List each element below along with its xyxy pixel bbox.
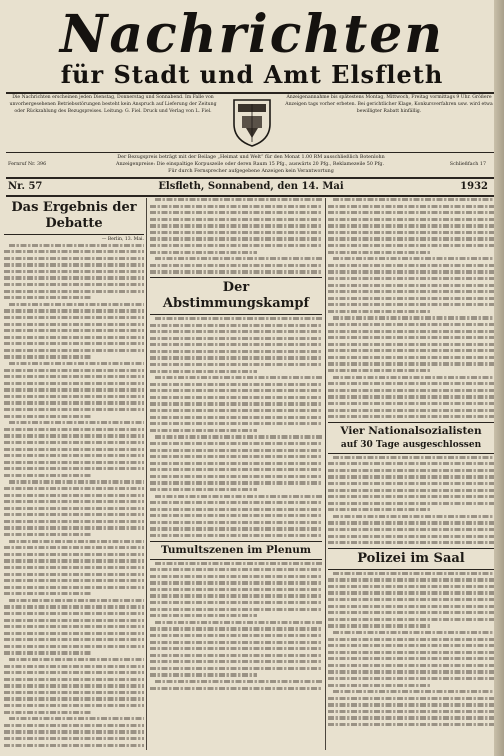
text-line <box>4 592 91 595</box>
text-line <box>150 455 322 458</box>
text-line <box>4 257 144 260</box>
text-line <box>328 277 494 280</box>
text-line <box>328 605 494 608</box>
text-line <box>328 502 494 505</box>
text-line <box>150 363 322 366</box>
column-3 <box>328 198 494 750</box>
text-line <box>328 244 494 247</box>
text-line <box>155 621 322 624</box>
text-line <box>150 251 257 254</box>
text-line <box>328 591 494 594</box>
text-line <box>4 533 91 536</box>
text-line <box>150 264 322 267</box>
text-line <box>4 711 91 714</box>
text-line <box>4 638 144 641</box>
article-body <box>328 198 494 418</box>
text-line <box>328 716 494 719</box>
text-line <box>150 389 322 392</box>
text-line <box>4 441 144 444</box>
text-line <box>150 527 322 530</box>
text-line <box>4 323 144 326</box>
text-line <box>9 599 144 602</box>
text-line <box>4 408 144 411</box>
text-line <box>328 303 494 306</box>
text-line <box>328 710 494 713</box>
text-line <box>150 488 257 491</box>
postbox: Schließfach 17 <box>449 162 486 167</box>
text-line <box>4 283 144 286</box>
text-line <box>328 343 494 346</box>
text-line <box>4 704 144 707</box>
text-line <box>150 211 322 214</box>
text-line <box>328 211 494 214</box>
text-line <box>150 429 257 432</box>
text-line <box>328 644 494 647</box>
text-line <box>328 475 494 478</box>
text-line <box>4 336 144 339</box>
text-line <box>328 677 494 680</box>
text-line <box>155 495 322 498</box>
text-line <box>4 388 144 391</box>
section-rule <box>328 422 494 423</box>
text-line <box>4 619 144 622</box>
headline-rule <box>328 453 494 454</box>
text-line <box>4 691 144 694</box>
text-line <box>150 521 322 524</box>
article-body <box>4 244 144 750</box>
text-line <box>9 362 144 365</box>
text-line <box>4 553 144 556</box>
text-line <box>150 396 322 399</box>
text-line <box>150 468 322 471</box>
text-line <box>328 310 431 313</box>
ad-prices: Anzeigenpreise: Die einspaltige Korpuszeile oder deren Raum 15 Pfg., auswärts 20 Pfg., Reklamezeile 50 Pfg. <box>115 162 385 167</box>
text-line <box>328 264 494 267</box>
issue-date: Elsfleth, Sonnabend, den 14. Mai <box>158 181 344 192</box>
text-line <box>328 624 431 627</box>
column-1 <box>4 198 144 750</box>
text-line <box>4 605 144 608</box>
text-line <box>4 276 144 279</box>
text-line <box>4 401 144 404</box>
publication-info-right: Anzeigenannahme bis spätestens Montag, Mittwoch, Freitag vormittags 9 Uhr. Größere Anzeigen tags vorher erbeten. Bei gerichtlicher Klage, Konkursverfahren usw. wird etwa bewilligter Rabatt hinfällig. <box>285 95 493 114</box>
text-line <box>4 467 144 470</box>
text-line <box>150 237 322 240</box>
text-line <box>328 336 494 339</box>
text-line <box>328 297 494 300</box>
text-line <box>150 231 322 234</box>
text-line <box>4 461 144 464</box>
text-line <box>150 534 322 537</box>
article-subheadline: auf 30 Tage ausgeschlossen <box>340 439 482 450</box>
supplement-note: Der Bezugspreis beträgt mit der Beilage „Heimat und Welt“ für den Monat 1.00 RM ausschließlich Botenlohn <box>117 155 385 160</box>
text-line <box>150 337 322 340</box>
text-line <box>150 575 322 578</box>
issue-year: 1932 <box>460 181 488 192</box>
text-line <box>4 586 144 589</box>
text-line <box>4 375 144 378</box>
text-line <box>4 625 144 628</box>
ad-disclaimer: Für durch Fernsprecher aufgegebene Anzeigen kein Verantwortung <box>168 169 334 174</box>
info-rule <box>6 152 496 153</box>
article-body <box>328 456 494 545</box>
issue-number: Nr. 57 <box>8 181 43 192</box>
text-line <box>4 263 144 266</box>
text-line <box>328 508 431 511</box>
text-line <box>328 237 494 240</box>
text-line <box>150 449 322 452</box>
article-headline: Vier Nationalsozialisten <box>340 424 482 437</box>
text-line <box>328 638 494 641</box>
text-line <box>4 697 144 700</box>
text-line <box>328 395 494 398</box>
text-line <box>150 343 322 346</box>
text-line <box>4 665 144 668</box>
text-line <box>328 697 494 700</box>
text-line <box>328 290 494 293</box>
column-2 <box>150 198 322 750</box>
text-line <box>150 383 322 386</box>
text-line <box>4 250 144 253</box>
text-line <box>150 501 322 504</box>
text-line <box>328 482 494 485</box>
text-line <box>150 218 322 221</box>
text-line <box>150 422 322 425</box>
text-line <box>328 657 494 660</box>
text-line <box>9 540 144 543</box>
dateline-rule-bottom <box>6 195 496 197</box>
text-line <box>328 684 431 687</box>
text-line <box>4 428 144 431</box>
text-line <box>328 469 494 472</box>
publication-info-left: Die Nachrichten erscheinen jeden Dienstag, Donnerstag und Sonnabend. Im Falle von unvorhergesehenen Betriebsstörungen besteht kein Anspruch auf Lieferung der Zeitung oder Rückzahlung des Bezugspreises. Leitung: G. Fiel. Druck und Verlag von L. Fiel. <box>9 95 217 114</box>
text-line <box>150 224 322 227</box>
headline-rule <box>150 314 322 315</box>
section-rule <box>328 548 494 549</box>
text-line <box>4 684 144 687</box>
text-line <box>150 475 322 478</box>
text-line <box>4 290 144 293</box>
text-line <box>328 224 494 227</box>
text-line <box>4 448 144 451</box>
text-line <box>328 251 431 254</box>
text-line <box>4 632 144 635</box>
text-line <box>333 572 494 575</box>
text-line <box>4 309 144 312</box>
text-line <box>333 316 494 319</box>
article-headline: Der Abstimmungskampf <box>162 279 310 311</box>
coat-of-arms-icon <box>224 94 280 150</box>
text-line <box>150 324 322 327</box>
text-line <box>150 627 322 630</box>
text-line <box>328 528 494 531</box>
text-line <box>328 670 494 673</box>
text-line <box>155 562 322 565</box>
column-divider <box>325 198 326 750</box>
text-line <box>150 442 322 445</box>
text-line <box>4 494 144 497</box>
text-line <box>328 489 494 492</box>
text-line <box>4 724 144 727</box>
text-line <box>328 535 494 538</box>
text-line <box>333 631 494 634</box>
text-line <box>155 257 322 260</box>
text-line <box>4 342 144 345</box>
text-line <box>4 737 144 740</box>
text-line <box>150 673 257 676</box>
text-line <box>150 402 322 405</box>
text-line <box>150 608 322 611</box>
text-line <box>150 462 322 465</box>
article-dateline: — Berlin, 13. Mai. <box>101 237 144 242</box>
text-line <box>328 409 494 412</box>
text-line <box>328 651 494 654</box>
dateline <box>8 180 494 194</box>
text-line <box>155 680 322 683</box>
article-body <box>150 317 322 537</box>
text-line <box>4 270 144 273</box>
text-line <box>4 678 144 681</box>
text-line <box>155 376 322 379</box>
text-line <box>4 526 144 529</box>
text-line <box>9 480 144 483</box>
text-line <box>328 362 494 365</box>
text-line <box>4 573 144 576</box>
text-line <box>4 507 144 510</box>
text-line <box>328 611 494 614</box>
text-line <box>328 598 494 601</box>
text-line <box>150 588 322 591</box>
phone-number: Fernruf Nr. 396 <box>8 162 47 167</box>
text-line <box>4 316 144 319</box>
text-line <box>150 647 322 650</box>
dateline-rule-top <box>6 177 496 179</box>
text-line <box>150 350 322 353</box>
text-line <box>9 658 144 661</box>
text-line <box>4 355 91 358</box>
text-line <box>4 382 144 385</box>
article-headline: Polizei im Saal <box>357 550 465 566</box>
text-line <box>150 641 322 644</box>
text-line <box>150 244 322 247</box>
text-line <box>328 703 494 706</box>
text-line <box>4 454 144 457</box>
text-line <box>328 356 494 359</box>
text-line <box>150 581 322 584</box>
text-line <box>4 566 144 569</box>
text-line <box>150 330 322 333</box>
text-line <box>328 218 494 221</box>
text-line <box>150 594 322 597</box>
text-line <box>4 612 144 615</box>
masthead-title: Nachrichten <box>59 4 445 65</box>
text-line <box>328 284 494 287</box>
text-line <box>4 434 144 437</box>
text-line <box>4 329 144 332</box>
article-body <box>150 198 322 274</box>
text-line <box>150 205 322 208</box>
article-headline: Das Ergebnis der Debatte <box>11 200 137 231</box>
article-headline: Tumultszenen im Plenum <box>161 543 311 556</box>
text-line <box>150 667 322 670</box>
text-line <box>328 541 494 544</box>
text-line <box>150 614 257 617</box>
article-body <box>150 562 322 690</box>
text-line <box>9 717 144 720</box>
text-line <box>4 645 144 648</box>
text-line <box>4 579 144 582</box>
page-edge <box>494 0 504 756</box>
text-line <box>333 198 494 201</box>
text-line <box>155 317 322 320</box>
text-line <box>328 205 494 208</box>
text-line <box>4 296 91 299</box>
text-line <box>328 349 494 352</box>
text-line <box>4 487 144 490</box>
text-line <box>333 515 494 518</box>
section-rule <box>150 277 322 278</box>
text-line <box>328 415 494 418</box>
text-line <box>150 514 322 517</box>
text-line <box>328 231 494 234</box>
text-line <box>150 601 322 604</box>
text-line <box>150 416 322 419</box>
text-line <box>328 462 494 465</box>
text-line <box>328 723 494 726</box>
headline-rule <box>328 569 494 570</box>
text-line <box>150 508 322 511</box>
text-line <box>328 270 494 273</box>
headline-rule <box>4 234 144 235</box>
text-line <box>4 474 91 477</box>
text-line <box>328 578 494 581</box>
text-line <box>150 409 322 412</box>
text-line <box>4 730 144 733</box>
section-rule <box>150 541 322 542</box>
text-line <box>328 402 494 405</box>
text-line <box>328 664 494 667</box>
text-line <box>328 323 494 326</box>
text-line <box>333 376 494 379</box>
text-line <box>4 415 91 418</box>
text-line <box>4 651 91 654</box>
text-line <box>4 349 144 352</box>
text-line <box>150 654 322 657</box>
text-line <box>4 520 144 523</box>
text-line <box>328 389 494 392</box>
text-line <box>9 244 144 247</box>
text-line <box>150 634 322 637</box>
text-line <box>4 546 144 549</box>
text-line <box>150 481 322 484</box>
text-line <box>328 618 494 621</box>
text-line <box>328 369 431 372</box>
text-line <box>150 370 257 373</box>
text-line <box>328 330 494 333</box>
text-line <box>4 559 144 562</box>
text-line <box>328 495 494 498</box>
text-line <box>150 687 322 690</box>
masthead-subtitle: für Stadt und Amt Elsfleth <box>60 60 444 89</box>
text-line <box>333 257 494 260</box>
text-line <box>328 585 494 588</box>
text-line <box>333 456 494 459</box>
text-line <box>9 303 144 306</box>
text-line <box>4 369 144 372</box>
article-body <box>328 572 494 726</box>
text-line <box>150 270 322 273</box>
text-line <box>4 395 144 398</box>
text-line <box>9 421 144 424</box>
text-line <box>150 660 322 663</box>
text-line <box>150 356 322 359</box>
text-line <box>328 521 494 524</box>
text-line <box>4 744 144 747</box>
headline-rule <box>150 559 322 560</box>
text-line <box>333 690 494 693</box>
column-divider <box>146 198 147 750</box>
text-line <box>328 382 494 385</box>
text-line <box>4 671 144 674</box>
text-line <box>155 435 322 438</box>
text-line <box>4 513 144 516</box>
text-line <box>150 568 322 571</box>
text-line <box>4 500 144 503</box>
text-line <box>155 198 322 201</box>
